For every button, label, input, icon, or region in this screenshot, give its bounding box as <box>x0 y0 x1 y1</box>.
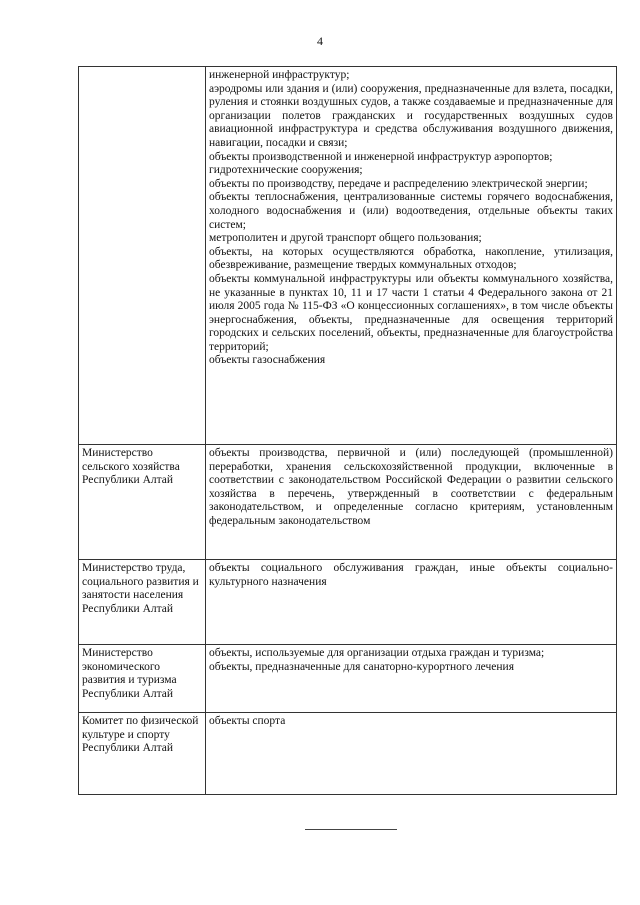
table-row <box>79 560 617 645</box>
object-item: объекты, используемые для организации отдыха граждан и туризма; <box>209 647 545 659</box>
object-item: метрополитен и другой транспорт общего пользования; <box>209 232 482 245</box>
objects-cell <box>206 67 617 445</box>
objects-cell <box>206 445 617 560</box>
agency-cell: Министерство сельского хозяйства Республики Алтай <box>79 445 206 560</box>
object-item: инженерной инфраструктур; <box>209 69 350 81</box>
table-row <box>79 645 617 713</box>
object-item: гидротехнические сооружения; <box>209 164 363 177</box>
agency-cell: Комитет по физической культуре и спорту Республики Алтай <box>79 713 206 795</box>
agency-cell: Министерство труда, социального развития и занятости населения Республики Алтай <box>79 560 206 645</box>
page-number: 4 <box>317 34 323 48</box>
objects-cell <box>206 713 617 795</box>
object-item: объекты теплоснабжения, централизованные системы горячего водоснабжения, холодного водоснабжения и (или) водоотведения, отдельные объекты таких систем; <box>209 191 613 231</box>
objects-cell <box>206 560 617 645</box>
object-item: объекты, предназначенные для санаторно-курортного лечения <box>209 660 514 673</box>
object-item: объекты спорта <box>209 715 286 727</box>
agency-objects-table <box>78 66 617 795</box>
object-item: объекты, на которых осуществляются обработка, накопление, утилизация, обезвреживание, размещение твердых коммунальных отходов; <box>209 245 613 272</box>
table-row <box>79 445 617 560</box>
object-item: аэродромы или здания и (или) сооружения, предназначенные для взлета, посадки, руления и стоянки воздушных судов, а также создаваемые и предназначенные для организации полетов гражданских и государственных воздушных судов авиационной инфраструктура и средства обслуживания воздушного движения, навигации, посадки и связи; <box>209 82 613 149</box>
table-row <box>79 67 617 445</box>
footer-divider <box>305 829 397 830</box>
objects-cell <box>206 645 617 713</box>
agency-cell <box>79 67 206 445</box>
object-item: объекты производственной и инженерной инфраструктур аэропортов; <box>209 150 553 163</box>
object-item: объекты производства, первичной и (или) последующей (промышленной) переработки, хранения сельскохозяйственной продукции, включенные в соответствии с законодательством Российской Федерации о развитии сельского хозяйства в перечень, утвержденный в соответствии с федеральным законодательством, и определенные согласно критериям, установленным федеральным законодательством <box>209 447 613 527</box>
object-item: объекты социального обслуживания граждан, иные объекты социально-культурного назначения <box>209 562 613 588</box>
agency-cell: Министерство экономического развития и туризма Республики Алтай <box>79 645 206 713</box>
object-item: объекты газоснабжения <box>209 354 326 367</box>
object-item: объекты коммунальной инфраструктуры или объекты коммунального хозяйства, не указанные в пунктах 10, 11 и 17 части 1 статьи 4 Федерального закона от 21 июля 2005 года № 115-ФЗ «О концессионных соглашениях», в том числе объекты энергоснабжения, объекты, предназначенные для освещения территорий городских и сельских поселений, объекты, предназначенные для благоустройства территорий; <box>209 272 613 353</box>
table-row <box>79 713 617 795</box>
object-item: объекты по производству, передаче и распределению электрической энергии; <box>209 177 588 190</box>
